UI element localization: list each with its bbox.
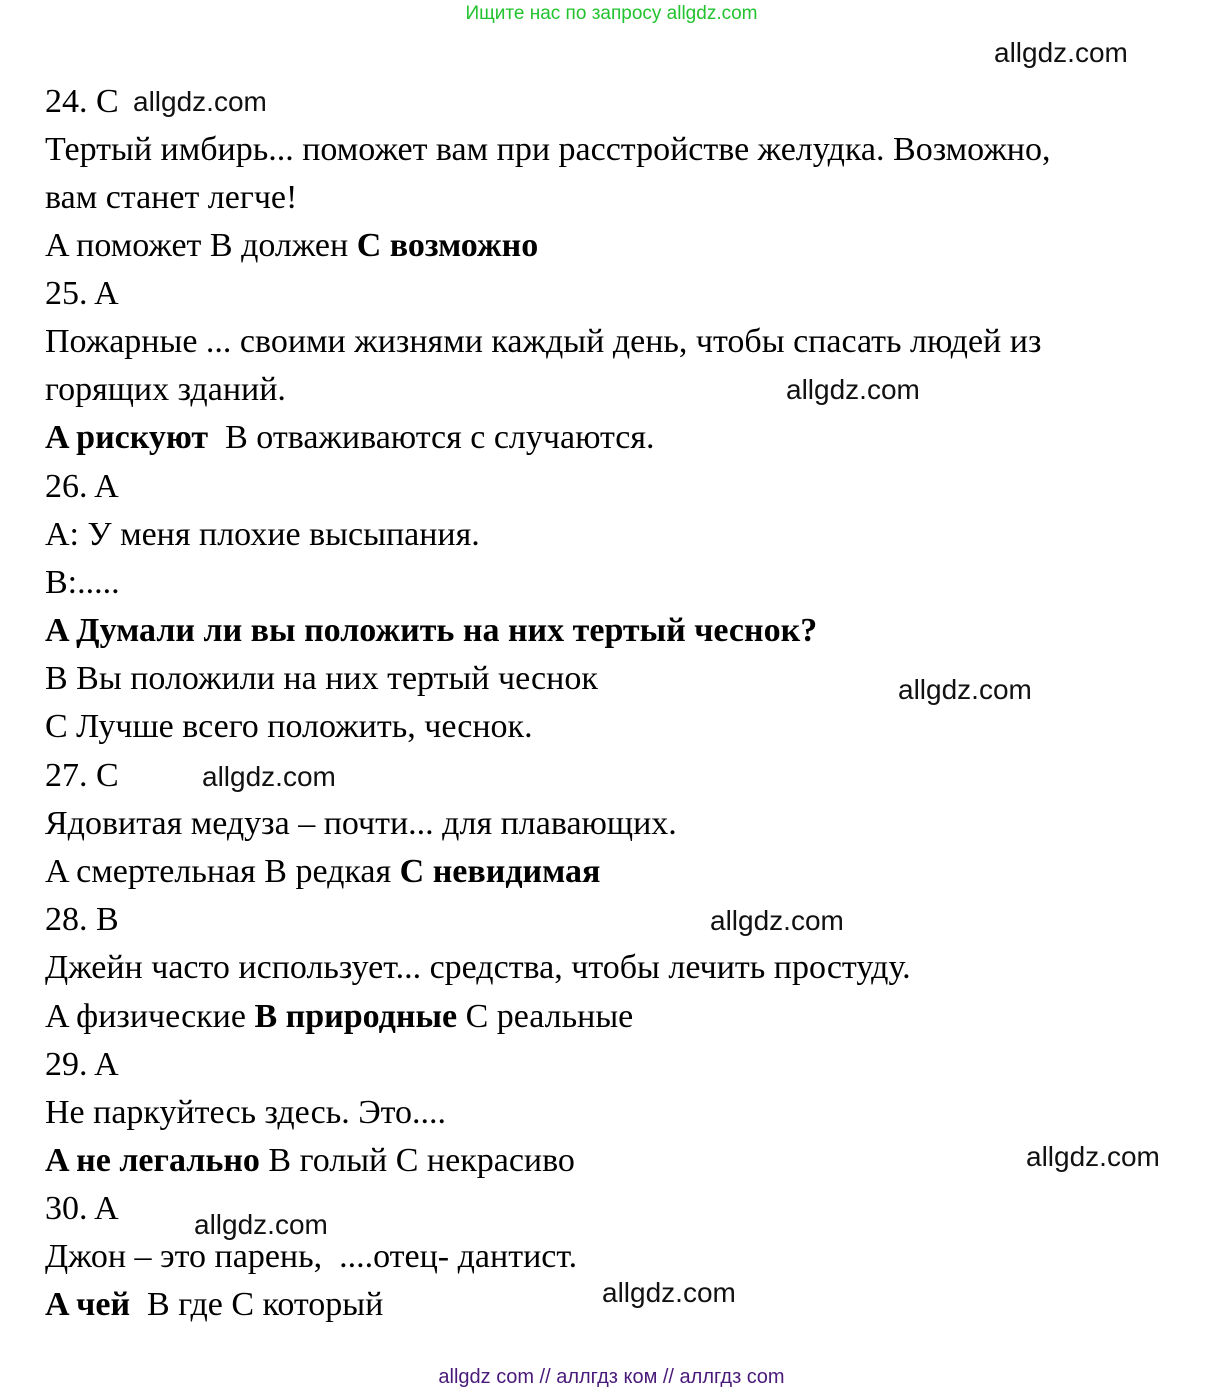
question-30-options: [45, 1285, 383, 1325]
question-27-text: Ядовитая медуза – почти... для плавающих.: [45, 805, 677, 842]
question-24-text-cont: вам станет легче!: [45, 179, 298, 216]
question-25-number: 25. A: [45, 275, 119, 312]
watermark: allgdz.com: [994, 37, 1128, 68]
question-29-number: 29. A: [45, 1046, 119, 1083]
question-24-options: [45, 226, 538, 266]
option: A поможет B должен: [45, 227, 357, 264]
correct-option: A Думали ли вы положить на них тертый чеснок?: [45, 612, 818, 649]
question-27-options: [45, 852, 600, 892]
question-26-number: 26. A: [45, 468, 119, 505]
question-30-number: 30. A: [45, 1190, 119, 1227]
option: B отваживаются с случаются.: [208, 419, 655, 456]
watermark: allgdz.com: [602, 1277, 736, 1308]
question-28-number: 28. B: [45, 901, 119, 938]
question-27-number: 27. C: [45, 757, 119, 794]
option: B голый C некрасиво: [259, 1142, 575, 1179]
watermark: allgdz.com: [194, 1209, 328, 1240]
question-28-options: [45, 997, 633, 1037]
option: B Вы положили на них тертый чеснок: [45, 660, 598, 697]
correct-option: A не легально: [45, 1142, 260, 1179]
question-30-text: Джон – это парень, ....отец- дантист.: [45, 1238, 578, 1275]
option: C реальные: [457, 998, 634, 1035]
search-banner: Ищите нас по запросу allgdz.com: [465, 3, 758, 24]
option: C Лучше всего положить, чеснок.: [45, 708, 533, 745]
question-25-options: [45, 418, 655, 458]
correct-option: A чей: [45, 1286, 131, 1323]
correct-option: C невидимая: [399, 853, 601, 890]
correct-option: A рискуют: [45, 419, 209, 456]
watermark: allgdz.com: [898, 674, 1032, 705]
correct-option: B природные: [254, 998, 458, 1035]
question-26-line2: B:.....: [45, 564, 120, 601]
question-24-number: 24. C: [45, 83, 119, 120]
footer-links: allgdz com // аллгдз ком // аллгдз com: [438, 1366, 785, 1388]
option: B где C который: [130, 1286, 384, 1323]
question-25-text: Пожарные ... своими жизнями каждый день, чтобы спасать людей из: [45, 323, 1042, 360]
question-24-text: Тертый имбирь... поможет вам при расстройстве желудка. Возможно,: [45, 131, 1051, 168]
question-25-text-cont: горящих зданий.: [45, 371, 286, 408]
question-29-text: Не паркуйтесь здесь. Это....: [45, 1094, 447, 1131]
question-29-options: [45, 1141, 575, 1181]
watermark: allgdz.com: [710, 905, 844, 936]
watermark: allgdz.com: [786, 374, 920, 405]
question-28-text: Джейн часто использует... средства, чтобы лечить простуду.: [45, 949, 911, 986]
correct-option: C возможно: [356, 227, 539, 264]
option: A смертельная B редкая: [45, 853, 400, 890]
question-26-line1: A: У меня плохие высыпания.: [45, 516, 480, 553]
option: A физические: [45, 998, 255, 1035]
watermark: allgdz.com: [133, 86, 267, 117]
watermark: allgdz.com: [1026, 1141, 1160, 1172]
watermark: allgdz.com: [202, 761, 336, 792]
